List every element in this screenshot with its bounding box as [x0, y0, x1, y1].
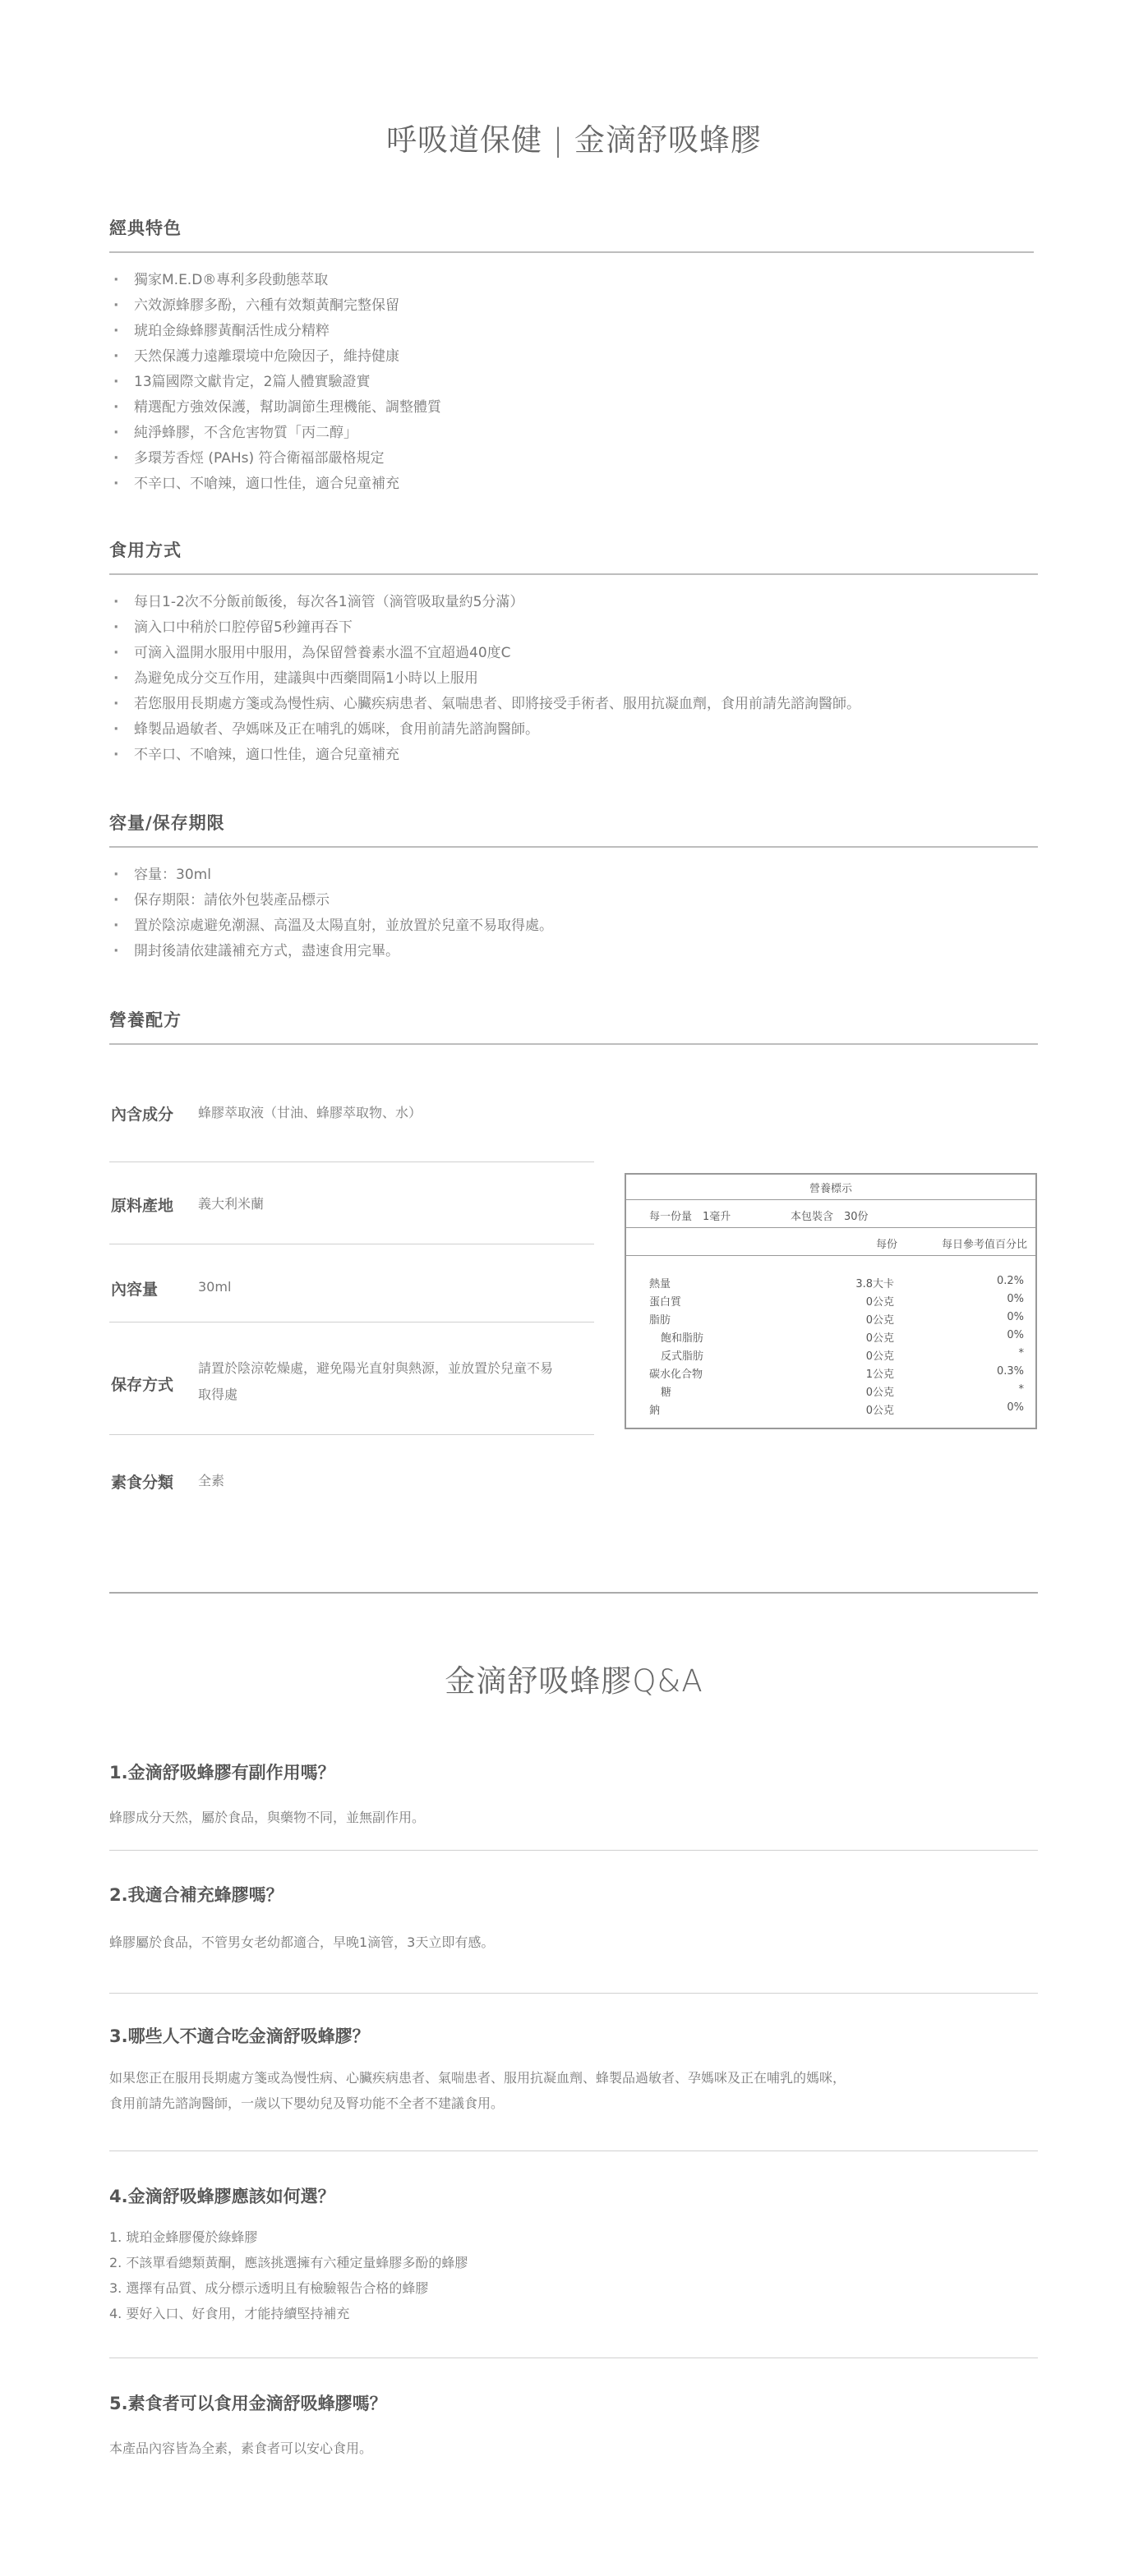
list-item: · 每日1-2次不分飯前飯後，每次各1滴管（滴管吸取量約5分滿） — [109, 590, 860, 615]
spec-divider — [109, 1434, 594, 1435]
spec-label-origin: 原料產地 — [111, 1197, 174, 1215]
nutrient-value: 0公克 — [865, 1350, 894, 1363]
nutrient-pct: 0% — [1007, 1293, 1024, 1305]
nutrient-name: 熱量 — [649, 1278, 671, 1290]
qa-question: 3.哪些人不適合吃金滴舒吸蜂膠？ — [109, 2026, 370, 2046]
nutrient-name: 反式脂肪 — [661, 1350, 704, 1363]
nutrient-pct: * — [1018, 1383, 1024, 1396]
list-item: · 保存期限：請依外包裝產品標示 — [109, 888, 553, 913]
list-item: · 琥珀金綠蜂膠黃酮活性成分精粹 — [109, 319, 441, 344]
list-item: · 可滴入溫開水服用中服用，為保留營養素水溫不宜超過40度C — [109, 641, 860, 666]
features-list — [109, 268, 441, 497]
qa-answer-line: 2. 不該單看總類黃酮，應該挑選擁有六種定量蜂膠多酚的蜂膠 — [109, 2255, 468, 2270]
nutrient-name: 糖 — [661, 1387, 672, 1399]
qa-answer — [109, 1930, 494, 1955]
nutrient-value: 0公克 — [865, 1332, 894, 1345]
list-item: · 若您服用長期處方箋或為慢性病、心臟疾病患者、氣喘患者、即將接受手術者、服用抗凝血劑，食用前請先諮詢醫師。 — [109, 692, 860, 717]
nutrient-name: 脂肪 — [649, 1314, 671, 1327]
qa-title: 金滴舒吸蜂膠Q&A — [445, 1663, 703, 1699]
nutrient-pct: 0% — [1007, 1401, 1024, 1414]
list-item: · 不辛口、不嗆辣，適口性佳，適合兒童補充 — [109, 743, 860, 768]
qa-answer-line: 蜂膠成分天然，屬於食品，與藥物不同，並無副作用。 — [109, 1810, 426, 1825]
nutrition-heading: 營養配方 — [109, 1010, 182, 1030]
qa-answer-line: 1. 琥珀金蜂膠優於綠蜂膠 — [109, 2229, 258, 2245]
nutrient-name: 飽和脂肪 — [661, 1332, 704, 1345]
spec-value-ingredients: 蜂膠萃取液（甘油、蜂膠萃取物、水） — [198, 1105, 422, 1120]
nutrient-value: 0公克 — [865, 1314, 894, 1327]
qa-answer — [109, 2224, 468, 2326]
storage-heading: 容量/保存期限 — [109, 813, 225, 833]
nutrient-value: 0公克 — [865, 1387, 894, 1399]
nutrient-pct: 0.3% — [996, 1365, 1024, 1378]
table-divider — [626, 1199, 1035, 1200]
serving-size: 每一份量 1毫升 — [649, 1211, 731, 1223]
nutrient-value: 0公克 — [865, 1296, 894, 1309]
qa-answer — [109, 2065, 846, 2116]
list-item: · 滴入口中稍於口腔停留5秒鐘再吞下 — [109, 615, 860, 641]
column-daily-value: 每日參考值百分比 — [941, 1239, 1027, 1251]
qa-question: 5.素食者可以食用金滴舒吸蜂膠嗎？ — [109, 2394, 387, 2413]
storage-list — [109, 862, 553, 964]
nutrient-pct: * — [1018, 1347, 1024, 1359]
features-divider — [109, 251, 1034, 253]
nutrient-name: 蛋白質 — [649, 1296, 682, 1309]
storage-divider — [109, 846, 1038, 848]
qa-question: 2.我適合補充蜂膠嗎？ — [109, 1885, 284, 1905]
nutrient-pct: 0% — [1007, 1311, 1024, 1323]
list-item: · 不辛口、不嗆辣，適口性佳，適合兒童補充 — [109, 472, 441, 497]
nutrient-pct: 0% — [1007, 1329, 1024, 1341]
list-item: · 開封後請依建議補充方式，盡速食用完畢。 — [109, 939, 553, 964]
spec-label-storage: 保存方式 — [111, 1376, 174, 1394]
qa-answer — [109, 2436, 372, 2461]
usage-list — [109, 590, 860, 768]
qa-answer-line: 蜂膠屬於食品，不管男女老幼都適合，早晚1滴管，3天立即有感。 — [109, 1934, 495, 1950]
spec-label-volume: 內容量 — [111, 1281, 159, 1299]
nutrient-pct: 0.2% — [996, 1275, 1024, 1287]
qa-divider — [109, 1850, 1038, 1851]
list-item: · 多環芳香烴 (PAHs) 符合衛福部嚴格規定 — [109, 446, 441, 472]
usage-divider — [109, 573, 1038, 575]
nutrient-value: 3.8大卡 — [855, 1278, 894, 1290]
qa-answer-line: 食用前請先諮詢醫師，一歲以下嬰幼兒及腎功能不全者不建議食用。 — [109, 2095, 505, 2111]
list-item: · 蜂製品過敏者、孕媽咪及正在哺乳的媽咪，食用前請先諮詢醫師。 — [109, 717, 860, 743]
nutrition-facts-table — [625, 1173, 1037, 1429]
section-separator — [109, 1592, 1038, 1594]
servings-per-pack: 本包裝含 30份 — [791, 1211, 869, 1223]
nutrient-name: 鈉 — [649, 1405, 661, 1417]
spec-value-line: 取得處 — [198, 1387, 238, 1402]
list-item: · 獨家M.E.D®專利多段動態萃取 — [109, 268, 441, 293]
qa-divider — [109, 1993, 1038, 1994]
nutrient-name: 碳水化合物 — [649, 1368, 703, 1381]
spec-value-origin: 義大利米蘭 — [198, 1196, 265, 1212]
list-item: · 置於陰涼處避免潮濕、高溫及太陽直射，並放置於兒童不易取得處。 — [109, 913, 553, 939]
qa-question: 1.金滴舒吸蜂膠有副作用嗎？ — [109, 1763, 335, 1782]
list-item: · 六效源蜂膠多酚，六種有效類黃酮完整保留 — [109, 293, 441, 319]
spec-value-volume: 30ml — [198, 1279, 232, 1295]
qa-question: 4.金滴舒吸蜂膠應該如何選？ — [109, 2187, 335, 2206]
table-divider — [626, 1227, 1035, 1228]
list-item: · 天然保護力遠離環境中危險因子，維持健康 — [109, 344, 441, 370]
nutrition-divider — [109, 1043, 1038, 1045]
spec-label-vegetarian: 素食分類 — [111, 1474, 174, 1492]
nutrient-value: 0公克 — [865, 1405, 894, 1417]
list-item: · 13篇國際文獻肯定，2篇人體實驗證實 — [109, 370, 441, 395]
list-item: · 為避免成分交互作用，建議與中西藥間隔1小時以上服用 — [109, 666, 860, 692]
list-item: · 純淨蜂膠，不含危害物質「丙二醇」 — [109, 421, 441, 446]
table-divider — [626, 1255, 1035, 1256]
spec-value-vegetarian: 全素 — [198, 1473, 225, 1488]
qa-answer-line: 4. 要好入口、好食用，才能持續堅持補充 — [109, 2306, 350, 2321]
spec-label-ingredients: 內含成分 — [111, 1106, 174, 1124]
nutrient-value: 1公克 — [865, 1368, 894, 1381]
spec-value-line: 請置於陰涼乾燥處，避免陽光直射與熱源，並放置於兒童不易 — [198, 1360, 554, 1376]
qa-answer-line: 如果您正在服用長期處方箋或為慢性病、心臟疾病患者、氣喘患者、服用抗凝血劑、蜂製品過敏者、孕媽咪及正在哺乳的媽咪， — [109, 2070, 846, 2086]
nutrition-table-title: 營養標示 — [809, 1183, 852, 1195]
qa-answer-line: 本產品內容皆為全素，素食者可以安心食用。 — [109, 2440, 373, 2456]
features-heading: 經典特色 — [109, 218, 182, 238]
column-per-serving: 每份 — [875, 1239, 897, 1251]
spec-value-storage — [198, 1355, 553, 1408]
list-item: · 精選配方強效保護，幫助調節生理機能、調整體質 — [109, 395, 441, 421]
qa-answer-line: 3. 選擇有品質、成分標示透明且有檢驗報告合格的蜂膠 — [109, 2280, 429, 2296]
qa-answer — [109, 1805, 425, 1830]
list-item: · 容量：30ml — [109, 862, 553, 888]
usage-heading: 食用方式 — [109, 540, 182, 560]
page-title: 呼吸道保健 | 金滴舒吸蜂膠 — [386, 122, 762, 158]
qa-divider — [109, 2150, 1038, 2151]
